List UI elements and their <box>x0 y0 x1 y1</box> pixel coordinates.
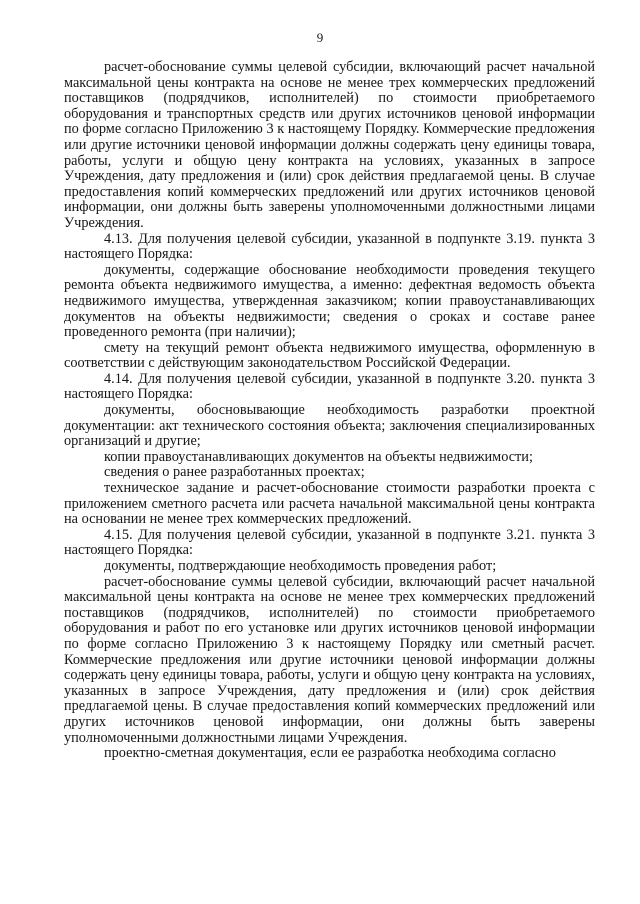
paragraph: проектно-сметная документация, если ее разработка необходима согласно <box>104 745 556 762</box>
paragraph: смету на текущий ремонт объекта недвижимого имущества, оформленную в соответствии с действующим законодательством Российской Федерации. <box>64 339 595 372</box>
paragraph: 4.14. Для получения целевой субсидии, указанной в подпункте 3.20. пункта 3 настоящего Порядка: <box>64 370 595 403</box>
paragraph: документы, содержащие обоснование необходимости проведения текущего ремонта объекта недвижимого имущества, а именно: дефектная ведомость объекта недвижимого имущества, утвержденная заказчиком; копии правоустанавливающих документов на объекты недвижимости; сведения о сроках и составе ранее проведенного ремонта (при наличии); <box>64 261 595 341</box>
page-number: 9 <box>316 30 324 45</box>
paragraph: документы, подтверждающие необходимость проведения работ; <box>104 558 497 574</box>
document-body <box>64 60 595 762</box>
paragraph: 4.13. Для получения целевой субсидии, указанной в подпункте 3.19. пункта 3 настоящего Порядка: <box>64 230 595 263</box>
paragraph: 4.15. Для получения целевой субсидии, указанной в подпункте 3.21. пункта 3 настоящего Порядка: <box>64 526 595 559</box>
paragraph: техническое задание и расчет-обоснование стоимости разработки проекта с приложением сметного расчета или расчета начальной максимальной цены контракта на основании не менее трех коммерческих предложений. <box>64 480 595 528</box>
paragraph: сведения о ранее разработанных проектах; <box>104 464 365 481</box>
paragraph: документы, обосновывающие необходимость разработки проектной документации: акт технического состояния объекта; заключения специализированных организаций и другие; <box>64 402 595 450</box>
paragraph: копии правоустанавливающих документов на объекты недвижимости; <box>104 448 533 465</box>
paragraph: расчет-обоснование суммы целевой субсидии, включающий расчет начальной максимальной цены контракта на основе не менее трех коммерческих предложений поставщиков (подрядчиков, исполнителей) по стоимости приобретаемого оборудования и транспортных средств или других источников ценовой информации по форме согласно Приложению 3 к настоящему Порядку. Коммерческие предложения или другие источники ценовой информации должны содержать цену единицы товара, работы, услуги и общую цену контракта на условиях, указанных в запросе Учреждения, дату предложения и (или) срок действия предлагаемой цены. В случае предоставления копий коммерческих предложений или других источников ценовой информации, они должны быть заверены уполномоченными должностными лицами Учреждения. <box>64 59 595 231</box>
paragraph: расчет-обоснование суммы целевой субсидии, включающий расчет начальной максимальной цены контракта на основе не менее трех коммерческих предложений поставщиков (подрядчиков, исполнителей) по стоимости приобретаемого оборудования и работ по его установке или других источников ценовой информации по форме согласно Приложению 3 к настоящему Порядку или сметный расчет. Коммерческие предложения или другие источники ценовой информации должны содержать цену единицы товара, работы, услуги и общую цену контракта на условиях, указанных в запросе Учреждения, дату предложения и (или) срок действия предлагаемой цены. В случае предоставления копий коммерческих предложений или других источников ценовой информации, они должны быть заверены уполномоченными должностными лицами Учреждения. <box>64 573 595 746</box>
